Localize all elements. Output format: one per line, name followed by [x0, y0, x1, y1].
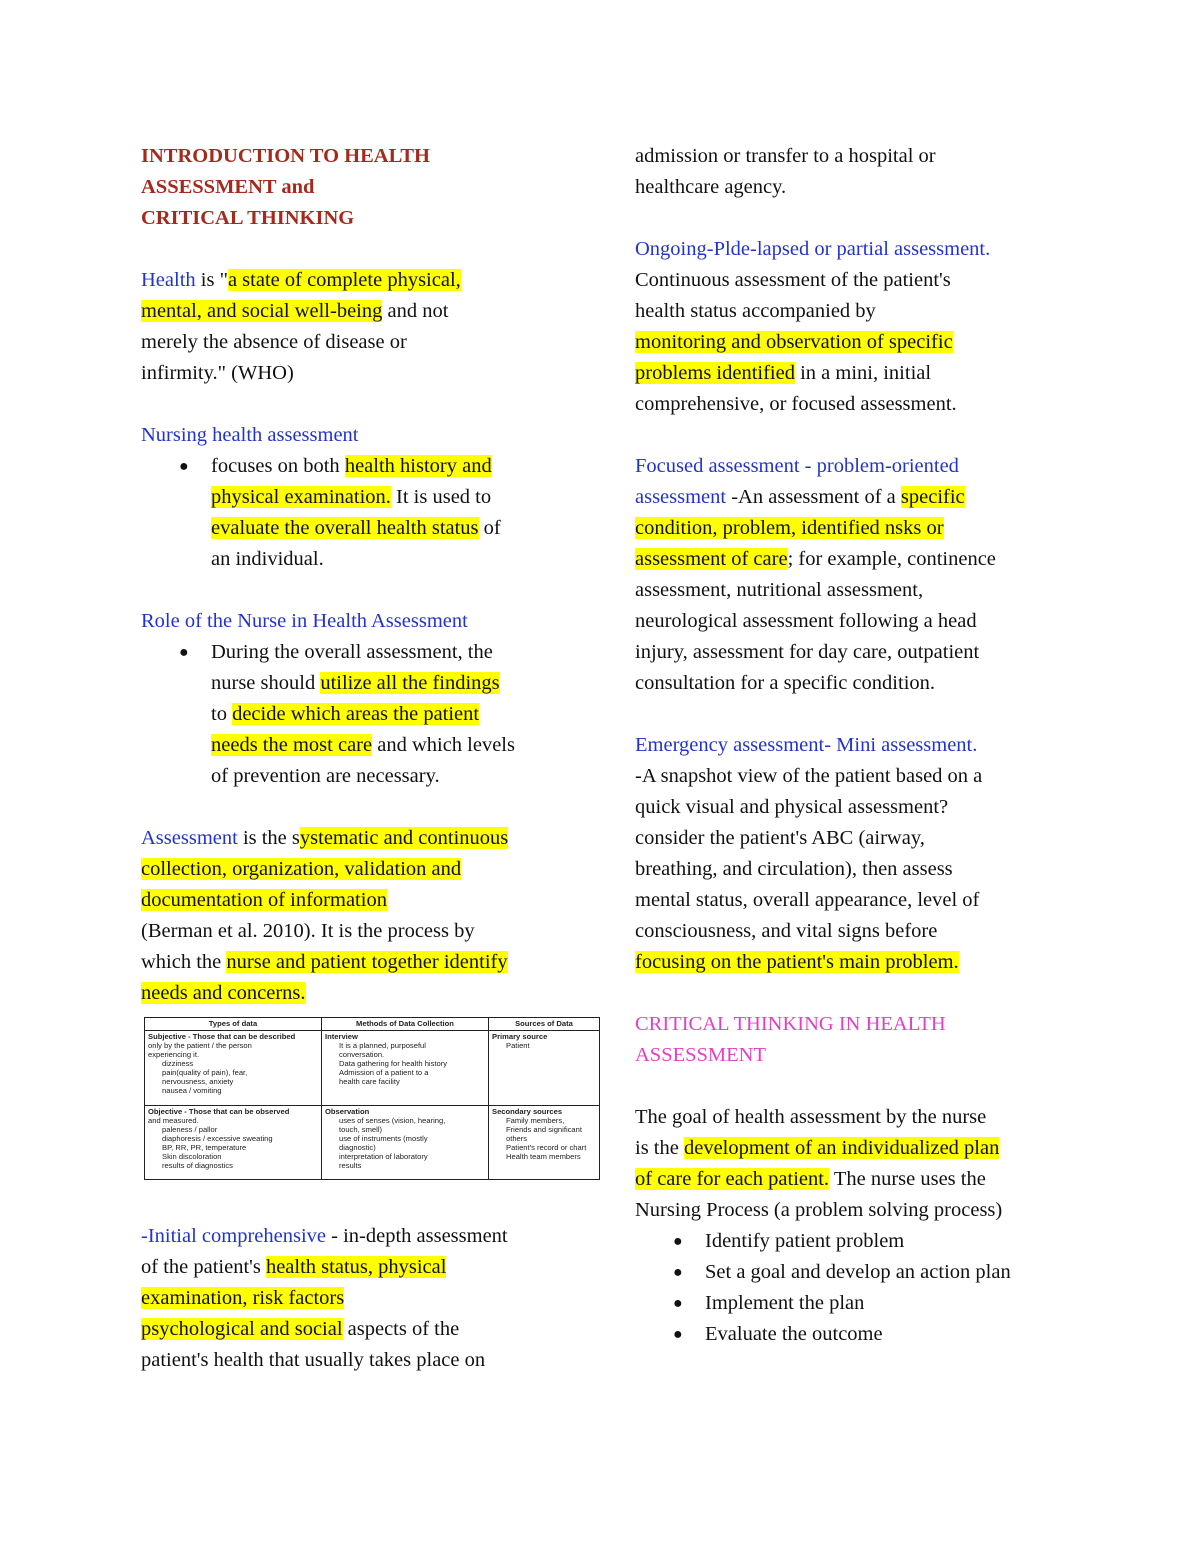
doc-title-line-2: ASSESSMENT and — [141, 176, 315, 198]
bullet-icon: ● — [673, 1326, 683, 1343]
initial-line-5: patient's health that usually takes place on — [141, 1349, 486, 1371]
focused-line-4: assessment, nutritional assessment, — [635, 579, 924, 601]
bullet-icon: ● — [673, 1233, 683, 1250]
emergency-line-3: consider the patient's ABC (airway, — [635, 827, 925, 849]
nursing-assessment-heading: Nursing health assessment — [141, 424, 359, 446]
health-definition-line-1: Health is "a state of complete physical, — [141, 269, 461, 291]
focused-line-3: assessment of care; for example, continence — [635, 548, 996, 570]
critical-line-1: The goal of health assessment by the nurse — [635, 1106, 987, 1128]
focused-line-7: consultation for a specific condition. — [635, 672, 936, 694]
focused-line-2: condition, problem, identified nsks or — [635, 517, 944, 539]
focused-line-6: injury, assessment for day care, outpatient — [635, 641, 980, 663]
initial-line-3: examination, risk factors — [141, 1287, 345, 1309]
health-definition-line-3: merely the absence of disease or — [141, 331, 407, 353]
emergency-line-2: quick visual and physical assessment? — [635, 796, 949, 818]
critical-heading-line-1: CRITICAL THINKING IN HEALTH — [635, 1013, 946, 1035]
role-bullet-line-3: to decide which areas the patient — [211, 703, 480, 725]
doc-title-line-3: CRITICAL THINKING — [141, 207, 355, 229]
focused-line-5: neurological assessment following a head — [635, 610, 977, 632]
left-column-lower — [141, 1221, 581, 1376]
role-heading: Role of the Nurse in Health Assessment — [141, 610, 468, 632]
focused-heading: Focused assessment - problem-oriented — [635, 455, 959, 477]
emergency-line-1: -A snapshot view of the patient based on a — [635, 765, 983, 787]
ongoing-line-5: comprehensive, or focused assessment. — [635, 393, 957, 415]
ongoing-line-3: monitoring and observation of specific — [635, 331, 953, 353]
nursing-bullet-line-3: evaluate the overall health status of — [211, 517, 501, 539]
critical-line-3: of care for each patient. The nurse uses the — [635, 1168, 986, 1190]
emergency-heading: Emergency assessment- Mini assessment. — [635, 734, 978, 756]
list-item: ● Implement the plan — [635, 1288, 1075, 1319]
assessment-line-1: Assessment is the systematic and continuous — [141, 827, 509, 849]
role-bullet-line-2: nurse should utilize all the findings — [211, 672, 500, 694]
table-header: Types of data — [145, 1018, 322, 1031]
table-cell: Primary source Patient — [489, 1031, 600, 1106]
initial-line-4: psychological and social aspects of the — [141, 1318, 460, 1340]
emergency-line-5: mental status, overall appearance, level of — [635, 889, 980, 911]
data-types-table-image — [144, 1017, 600, 1180]
table-cell: Interview It is a planned, purposeful conversation. Data gathering for health history Admission of a patient to a health care facility — [322, 1031, 489, 1106]
assessment-line-4: (Berman et al. 2010). It is the process by — [141, 920, 475, 942]
list-item: ● Set a goal and develop an action plan — [635, 1257, 1075, 1288]
health-definition-line-4: infirmity." (WHO) — [141, 362, 294, 384]
ongoing-line-4: problems identified in a mini, initial — [635, 362, 932, 384]
nursing-bullet-line-1: ● focuses on both health history and — [141, 451, 581, 482]
focused-line-1: assessment -An assessment of a specific — [635, 486, 965, 508]
table-cell: Observation uses of senses (vision, hearing, touch, smell) use of instruments (mostly diagnostic) interpretation of laboratory results — [322, 1105, 489, 1180]
right-column — [635, 141, 1075, 1350]
emergency-line-4: breathing, and circulation), then assess — [635, 858, 953, 880]
emergency-line-6: consciousness, and vital signs before — [635, 920, 938, 942]
assessment-line-2: collection, organization, validation and — [141, 858, 462, 880]
critical-line-2: is the development of an individualized plan — [635, 1137, 1000, 1159]
doc-title-line-1: INTRODUCTION TO HEALTH — [141, 145, 430, 167]
left-column — [141, 141, 581, 1009]
continued-line-2: healthcare agency. — [635, 176, 787, 198]
table-row — [145, 1031, 600, 1106]
data-types-table — [144, 1017, 600, 1180]
ongoing-line-1: Continuous assessment of the patient's — [635, 269, 951, 291]
list-item: ● Identify patient problem — [635, 1226, 1075, 1257]
role-bullet-line-5: of prevention are necessary. — [211, 765, 440, 787]
bullet-icon: ● — [179, 644, 189, 661]
initial-line-1: -Initial comprehensive - in-depth assessment — [141, 1225, 508, 1247]
nursing-bullet-line-4: an individual. — [211, 548, 324, 570]
table-cell: Secondary sources Family members, Friends and significant others Patient's record or chart Health team members — [489, 1105, 600, 1180]
assessment-line-5: which the nurse and patient together identify — [141, 951, 508, 973]
assessment-line-6: needs and concerns. — [141, 982, 306, 1004]
list-item: ● Evaluate the outcome — [635, 1319, 1075, 1350]
table-cell: Objective - Those that can be observed and measured. paleness / pallor diaphoresis / excessive sweating BP, RR, PR, temperature Skin discoloration results of diagnostics — [145, 1105, 322, 1180]
assessment-line-3: documentation of information — [141, 889, 387, 911]
role-bullet-line-1: ● During the overall assessment, the — [141, 637, 581, 668]
bullet-icon: ● — [673, 1264, 683, 1281]
critical-heading-line-2: ASSESSMENT — [635, 1044, 767, 1066]
emergency-line-7: focusing on the patient's main problem. — [635, 951, 959, 973]
role-bullet-line-4: needs the most care and which levels — [211, 734, 515, 756]
critical-line-4: Nursing Process (a problem solving process) — [635, 1199, 1003, 1221]
table-header: Methods of Data Collection — [322, 1018, 489, 1031]
table-cell: Subjective - Those that can be described only by the patient / the person experiencing it. dizziness pain(quality of pain), fear, nervousness, anxiety nausea / vomiting — [145, 1031, 322, 1106]
health-definition-line-2: mental, and social well-being and not — [141, 300, 449, 322]
continued-line-1: admission or transfer to a hospital or — [635, 145, 936, 167]
ongoing-line-2: health status accompanied by — [635, 300, 876, 322]
table-header: Sources of Data — [489, 1018, 600, 1031]
initial-line-2: of the patient's health status, physical — [141, 1256, 447, 1278]
table-row — [145, 1105, 600, 1180]
nursing-bullet-line-2: physical examination. It is used to — [211, 486, 492, 508]
bullet-icon: ● — [179, 458, 189, 475]
bullet-icon: ● — [673, 1295, 683, 1312]
ongoing-heading: Ongoing-Plde-lapsed or partial assessment. — [635, 238, 991, 260]
